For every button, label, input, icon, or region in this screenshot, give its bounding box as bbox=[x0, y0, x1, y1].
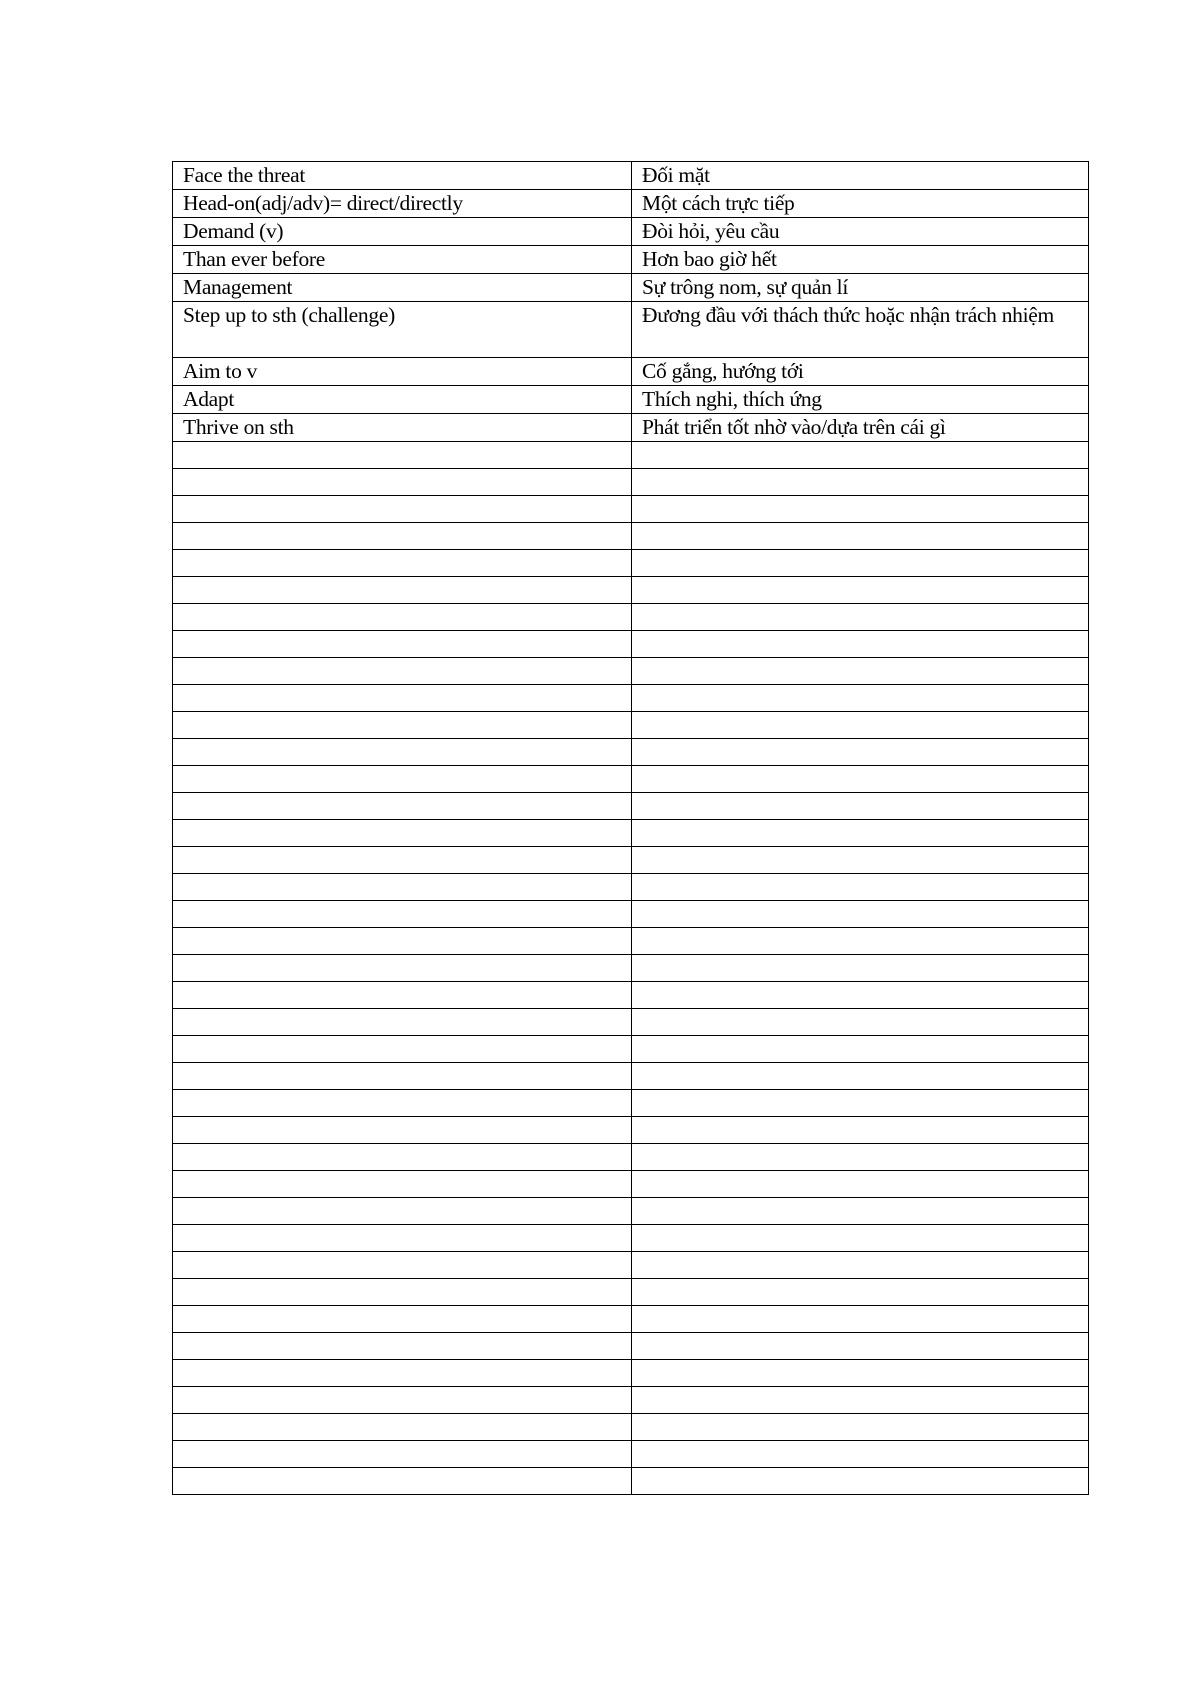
empty-table-row bbox=[173, 1225, 1089, 1252]
term-cell: Step up to sth (challenge) bbox=[173, 302, 632, 358]
empty-meaning-cell bbox=[632, 1333, 1089, 1360]
term-cell: Demand (v) bbox=[173, 218, 632, 246]
empty-table-row bbox=[173, 1090, 1089, 1117]
empty-meaning-cell bbox=[632, 1090, 1089, 1117]
empty-term-cell bbox=[173, 1306, 632, 1333]
empty-term-cell bbox=[173, 1360, 632, 1387]
empty-meaning-cell bbox=[632, 820, 1089, 847]
empty-term-cell bbox=[173, 523, 632, 550]
empty-table-row bbox=[173, 1063, 1089, 1090]
empty-term-cell bbox=[173, 928, 632, 955]
empty-table-row bbox=[173, 1387, 1089, 1414]
empty-meaning-cell bbox=[632, 793, 1089, 820]
empty-table-row bbox=[173, 928, 1089, 955]
empty-table-row bbox=[173, 496, 1089, 523]
empty-table-row bbox=[173, 469, 1089, 496]
empty-table-row bbox=[173, 550, 1089, 577]
empty-term-cell bbox=[173, 1333, 632, 1360]
empty-table-row bbox=[173, 712, 1089, 739]
empty-term-cell bbox=[173, 1225, 632, 1252]
empty-table-row bbox=[173, 739, 1089, 766]
empty-term-cell bbox=[173, 1144, 632, 1171]
meaning-cell: Đương đầu với thách thức hoặc nhận trách nhiệm bbox=[632, 302, 1089, 358]
empty-term-cell bbox=[173, 1252, 632, 1279]
empty-meaning-cell bbox=[632, 901, 1089, 928]
term-cell: Head-on(adj/adv)= direct/directly bbox=[173, 190, 632, 218]
table-row bbox=[173, 414, 1089, 442]
empty-term-cell bbox=[173, 766, 632, 793]
table-row bbox=[173, 246, 1089, 274]
empty-table-row bbox=[173, 631, 1089, 658]
empty-table-row bbox=[173, 1198, 1089, 1225]
empty-term-cell bbox=[173, 442, 632, 469]
empty-table-row bbox=[173, 1468, 1089, 1495]
empty-meaning-cell bbox=[632, 469, 1089, 496]
meaning-cell: Đòi hỏi, yêu cầu bbox=[632, 218, 1089, 246]
empty-term-cell bbox=[173, 550, 632, 577]
empty-table-row bbox=[173, 766, 1089, 793]
empty-meaning-cell bbox=[632, 577, 1089, 604]
empty-table-row bbox=[173, 1036, 1089, 1063]
empty-meaning-cell bbox=[632, 739, 1089, 766]
vocabulary-table-body bbox=[173, 162, 1089, 1495]
empty-meaning-cell bbox=[632, 712, 1089, 739]
empty-term-cell bbox=[173, 1117, 632, 1144]
empty-meaning-cell bbox=[632, 1441, 1089, 1468]
empty-table-row bbox=[173, 1414, 1089, 1441]
empty-meaning-cell bbox=[632, 874, 1089, 901]
empty-term-cell bbox=[173, 1036, 632, 1063]
meaning-cell: Hơn bao giờ hết bbox=[632, 246, 1089, 274]
empty-table-row bbox=[173, 793, 1089, 820]
empty-meaning-cell bbox=[632, 631, 1089, 658]
empty-meaning-cell bbox=[632, 523, 1089, 550]
term-cell: Aim to v bbox=[173, 358, 632, 386]
term-cell: Management bbox=[173, 274, 632, 302]
empty-table-row bbox=[173, 847, 1089, 874]
empty-term-cell bbox=[173, 685, 632, 712]
empty-term-cell bbox=[173, 901, 632, 928]
empty-meaning-cell bbox=[632, 658, 1089, 685]
meaning-cell: Sự trông nom, sự quản lí bbox=[632, 274, 1089, 302]
table-row bbox=[173, 358, 1089, 386]
empty-term-cell bbox=[173, 1090, 632, 1117]
empty-meaning-cell bbox=[632, 1468, 1089, 1495]
empty-meaning-cell bbox=[632, 1360, 1089, 1387]
table-row bbox=[173, 190, 1089, 218]
empty-table-row bbox=[173, 820, 1089, 847]
meaning-cell: Đối mặt bbox=[632, 162, 1089, 190]
empty-meaning-cell bbox=[632, 1117, 1089, 1144]
empty-term-cell bbox=[173, 793, 632, 820]
empty-meaning-cell bbox=[632, 1198, 1089, 1225]
empty-meaning-cell bbox=[632, 1279, 1089, 1306]
empty-table-row bbox=[173, 1252, 1089, 1279]
empty-table-row bbox=[173, 577, 1089, 604]
term-cell: Than ever before bbox=[173, 246, 632, 274]
empty-meaning-cell bbox=[632, 1414, 1089, 1441]
empty-term-cell bbox=[173, 1279, 632, 1306]
table-row bbox=[173, 274, 1089, 302]
empty-table-row bbox=[173, 685, 1089, 712]
empty-meaning-cell bbox=[632, 1144, 1089, 1171]
empty-meaning-cell bbox=[632, 1225, 1089, 1252]
empty-term-cell bbox=[173, 1387, 632, 1414]
empty-table-row bbox=[173, 523, 1089, 550]
empty-term-cell bbox=[173, 1171, 632, 1198]
empty-meaning-cell bbox=[632, 1063, 1089, 1090]
meaning-cell: Một cách trực tiếp bbox=[632, 190, 1089, 218]
empty-meaning-cell bbox=[632, 1171, 1089, 1198]
empty-term-cell bbox=[173, 847, 632, 874]
meaning-cell: Thích nghi, thích ứng bbox=[632, 386, 1089, 414]
empty-table-row bbox=[173, 1360, 1089, 1387]
empty-table-row bbox=[173, 874, 1089, 901]
term-cell: Thrive on sth bbox=[173, 414, 632, 442]
empty-meaning-cell bbox=[632, 1306, 1089, 1333]
empty-term-cell bbox=[173, 820, 632, 847]
empty-table-row bbox=[173, 658, 1089, 685]
empty-term-cell bbox=[173, 1414, 632, 1441]
empty-term-cell bbox=[173, 631, 632, 658]
empty-term-cell bbox=[173, 658, 632, 685]
term-cell: Adapt bbox=[173, 386, 632, 414]
empty-table-row bbox=[173, 982, 1089, 1009]
empty-meaning-cell bbox=[632, 847, 1089, 874]
table-row bbox=[173, 218, 1089, 246]
empty-meaning-cell bbox=[632, 766, 1089, 793]
table-row bbox=[173, 386, 1089, 414]
empty-meaning-cell bbox=[632, 604, 1089, 631]
empty-term-cell bbox=[173, 1063, 632, 1090]
empty-table-row bbox=[173, 955, 1089, 982]
empty-term-cell bbox=[173, 712, 632, 739]
empty-table-row bbox=[173, 604, 1089, 631]
empty-table-row bbox=[173, 1171, 1089, 1198]
empty-table-row bbox=[173, 1009, 1089, 1036]
empty-meaning-cell bbox=[632, 1036, 1089, 1063]
empty-table-row bbox=[173, 1306, 1089, 1333]
empty-term-cell bbox=[173, 874, 632, 901]
empty-term-cell bbox=[173, 1198, 632, 1225]
empty-meaning-cell bbox=[632, 685, 1089, 712]
empty-meaning-cell bbox=[632, 928, 1089, 955]
empty-table-row bbox=[173, 901, 1089, 928]
empty-term-cell bbox=[173, 955, 632, 982]
table-row bbox=[173, 162, 1089, 190]
empty-meaning-cell bbox=[632, 1387, 1089, 1414]
empty-term-cell bbox=[173, 1468, 632, 1495]
empty-term-cell bbox=[173, 982, 632, 1009]
empty-table-row bbox=[173, 1441, 1089, 1468]
empty-term-cell bbox=[173, 577, 632, 604]
empty-table-row bbox=[173, 1279, 1089, 1306]
empty-table-row bbox=[173, 1333, 1089, 1360]
meaning-cell: Phát triển tốt nhờ vào/dựa trên cái gì bbox=[632, 414, 1089, 442]
empty-meaning-cell bbox=[632, 1009, 1089, 1036]
empty-meaning-cell bbox=[632, 1252, 1089, 1279]
empty-term-cell bbox=[173, 469, 632, 496]
empty-term-cell bbox=[173, 1009, 632, 1036]
empty-meaning-cell bbox=[632, 550, 1089, 577]
empty-table-row bbox=[173, 442, 1089, 469]
table-row bbox=[173, 302, 1089, 358]
empty-meaning-cell bbox=[632, 496, 1089, 523]
term-cell: Face the threat bbox=[173, 162, 632, 190]
empty-term-cell bbox=[173, 739, 632, 766]
empty-meaning-cell bbox=[632, 955, 1089, 982]
vocabulary-table bbox=[172, 161, 1089, 1495]
empty-meaning-cell bbox=[632, 982, 1089, 1009]
empty-meaning-cell bbox=[632, 442, 1089, 469]
empty-table-row bbox=[173, 1144, 1089, 1171]
meaning-cell: Cố gắng, hướng tới bbox=[632, 358, 1089, 386]
empty-term-cell bbox=[173, 604, 632, 631]
empty-term-cell bbox=[173, 1441, 632, 1468]
empty-term-cell bbox=[173, 496, 632, 523]
empty-table-row bbox=[173, 1117, 1089, 1144]
